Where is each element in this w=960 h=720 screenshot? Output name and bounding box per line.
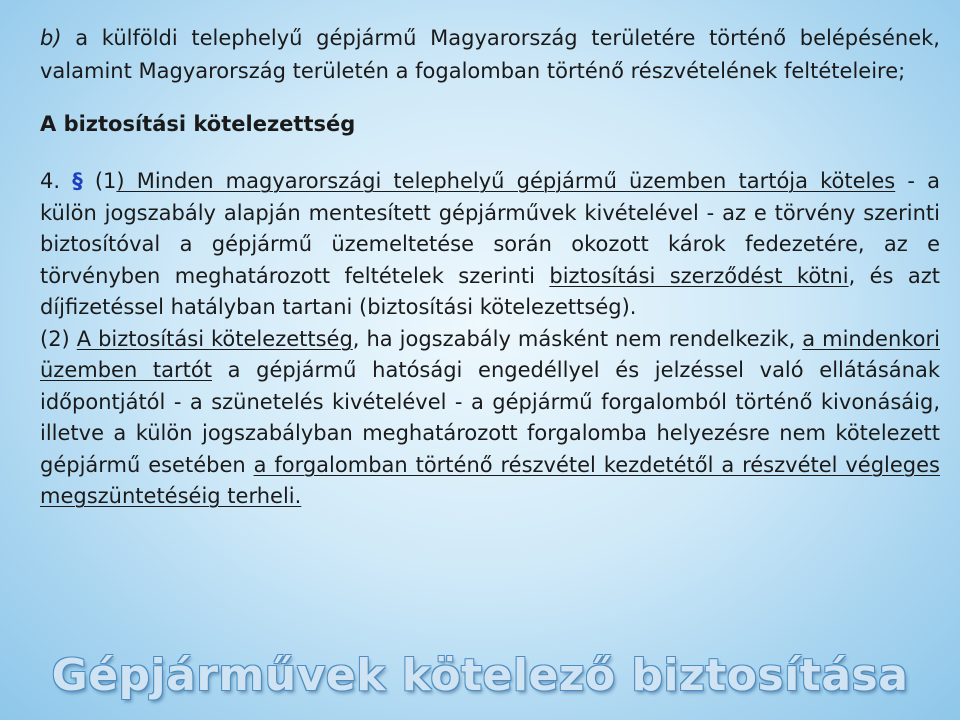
p2-part-c: , ha jogszabály másként nem rendelkezik, [352, 326, 803, 351]
section-heading: A biztosítási kötelezettség [40, 112, 356, 136]
intro-label: b) [40, 26, 62, 50]
p1-part-e: , és azt díjfizetéssel hatályban tartani (biztosítási kötelezettség). [40, 263, 941, 319]
intro-text: a külföldi telephelyű gépjármű Magyarország területére történő belépésének, valamint Magyarország területén a fogalomban történő részvételének feltételeire; [40, 26, 940, 83]
p2-part-b: A biztosítási kötelezettség [76, 326, 353, 351]
paragraph-2 [40, 324, 940, 513]
slide-title: Gépjárművek kötelező biztosítása [51, 650, 909, 701]
p1-part-a: (1 [94, 169, 117, 193]
spacer [40, 87, 940, 108]
p2-part-a: (2) [40, 326, 77, 351]
p1-part-d: biztosítási szerződést kötni [549, 263, 849, 288]
section-number: 4. [40, 169, 61, 193]
paragraph-1 [40, 166, 940, 324]
p2-part-f: a forgalomban történő részvétel kezdetétől a részvétel végleges megszüntetéséig terheli. [40, 452, 940, 508]
p1-part-c: - a külön jogszabály alapján mentesített gépjárművek kivételével - az e törvény szerinti biztosítóval a gépjármű üzemeltetése során okozott károk fedezetére, az e törvényben meghatározott feltételek szerinti [40, 169, 940, 288]
p2-part-d: a mindenkori üzemben tartót [40, 326, 940, 382]
section-sign-icon: § [72, 169, 83, 193]
document-body [40, 22, 940, 513]
spacer [40, 140, 940, 166]
intro-paragraph [40, 22, 940, 87]
p2-part-e: a gépjármű hatósági engedéllyel és jelzéssel való ellátásának időpontjától - a szünetelés kivételével - a gépjármű forgalomból történő kivonásáig, illetve a külön jogszabályban meghatározott forgalomba helyezésre nem kötelezett gépjármű esetében [40, 358, 940, 477]
p1-part-b: ) Minden magyarországi telephelyű gépjármű üzemben tartója köteles [116, 169, 896, 193]
